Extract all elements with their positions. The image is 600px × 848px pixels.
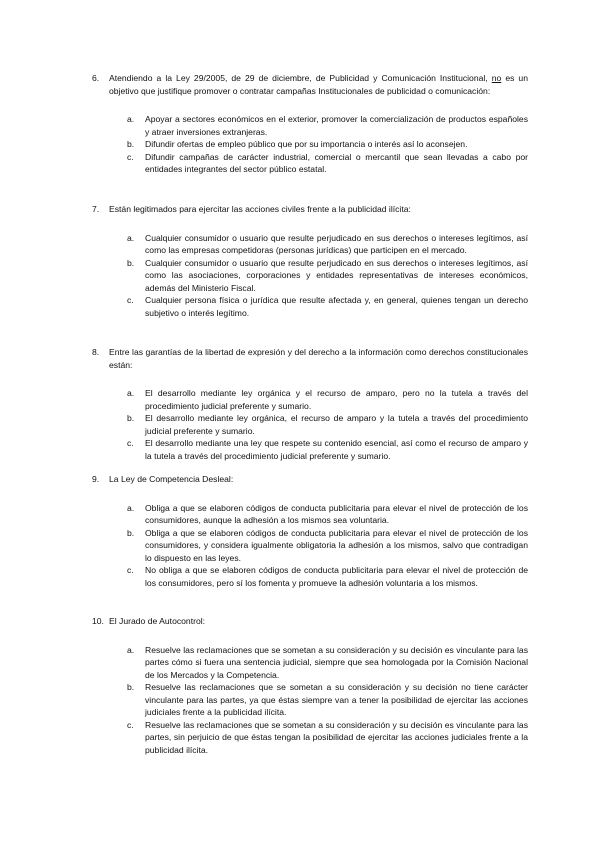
question-8-option-b: b. El desarrollo mediante ley orgánica, el recurso de amparo y la tutela a través del procedimiento judicial preferente y sumario. [127,413,528,436]
question-8-option-c: c. El desarrollo mediante una ley que respete su contenido esencial, así como el recurso de amparo y la tutela a través del procedimiento judicial preferente y sumario. [127,438,528,461]
question-6-option-b: b. Difundir ofertas de empleo público que por su importancia o interés así lo aconsejen. [127,139,468,149]
question-8-header [92,346,528,371]
question-7-header [92,203,528,216]
question-6-header [92,72,528,97]
question-9 [92,473,528,589]
question-9-header [92,473,528,486]
question-9-option-a: a. Obliga a que se elaboren códigos de conducta publicitaria para elevar el nivel de protección de los consumidores, aunque la adhesión a los mismos sea voluntaria. [127,502,528,525]
question-8 [92,346,528,462]
question-7-number: 7. [92,204,100,214]
question-10-text: El Jurado de Autocontrol: [109,616,206,626]
question-10-number: 10. [92,616,104,626]
question-6-text: Atendiendo a la Ley 29/2005, de 29 de diciembre, de Publicidad y Comunicación Institucional, no es un objetivo que justifique promover o contratar campañas Institucionales de publicidad o comunicación: [109,73,528,96]
question-6-option-c: c. Difundir campañas de carácter industrial, comercial o mercantil que sean llevadas a cabo por entidades integrantes del sector público estatal. [127,151,528,174]
question-7-option-b: b. Cualquier consumidor o usuario que resulte perjudicado en sus derechos o intereses legítimos, así como las asociaciones, corporaciones y entidades representativas de intereses económicos, además del Ministerio Fiscal. [127,257,528,293]
question-9-options [92,502,528,590]
question-9-option-c: c. No obliga a que se elaboren códigos de conducta publicitaria para elevar el nivel de protección de los consumidores, pero sí los fomenta y promueve la adhesión voluntaria a los mismos. [127,565,528,588]
question-10-option-c: c. Resuelve las reclamaciones que se sometan a su consideración y su decisión es vinculante para las partes, sin perjuicio de que éstas tengan la posibilidad de ejercitar las acciones judiciales frente a la publicidad ilícita. [127,719,528,755]
question-6 [92,72,528,176]
question-7-option-a: a. Cualquier consumidor o usuario que resulte perjudicado en sus derechos o intereses legítimos, así como las empresas competidoras (personas jurídicas) que participen en el mercado. [127,232,528,255]
question-10-header [92,615,528,628]
question-7-text: Están legitimados para ejercitar las acciones civiles frente a la publicidad ilícita: [109,204,411,214]
question-10-option-a: a. Resuelve las reclamaciones que se sometan a su consideración y su decisión es vinculante para las partes cómo si fuera una sentencia judicial, siempre que sea homologada por la Comisión Nacional de los Mercados y la Competencia. [127,644,528,680]
question-10 [92,615,528,756]
question-7-options [92,232,528,320]
question-8-number: 8. [92,347,100,357]
question-8-option-a: a. El desarrollo mediante ley orgánica y el recurso de amparo, pero no la tutela a través del procedimiento judicial preferente y sumario. [127,388,528,411]
question-9-text: La Ley de Competencia Desleal: [109,474,234,484]
question-10-options [92,644,528,757]
question-6-options [92,113,528,176]
question-8-text: Entre las garantías de la libertad de expresión y del derecho a la información como derechos constitucionales están: [109,347,528,370]
question-7 [92,203,528,319]
question-6-option-a: a. Apoyar a sectores económicos en el exterior, promover la comercialización de productos españoles y atraer inversiones extranjeras. [127,114,528,137]
underlined-no: no [491,73,502,83]
question-8-options [92,387,528,462]
question-6-number: 6. [92,73,100,83]
question-10-option-b: b. Resuelve las reclamaciones que se sometan a su consideración y su decisión no tiene carácter vinculante para las partes, ya que éstas siempre van a tener la posibilidad de ejercitar las acciones judiciales frente a la publicidad ilícita. [127,682,528,717]
question-9-number: 9. [92,474,100,484]
question-7-option-c: c. Cualquier persona física o jurídica que resulte afectada y, en general, quienes tengan un derecho subjetivo o interés legítimo. [127,295,528,318]
question-9-option-b: b. Obliga a que se elaboren códigos de conducta publicitaria para elevar el nivel de protección de los consumidores, y considera igualmente obligatoria la adhesión a los mismos, salvo que contradigan lo dispuesto en las leyes. [127,527,528,563]
